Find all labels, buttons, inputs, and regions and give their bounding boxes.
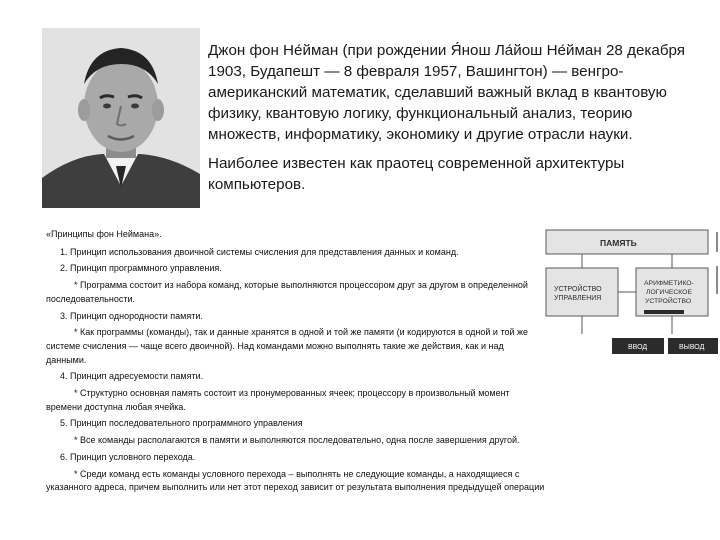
output-label: ВЫВОД xyxy=(679,344,705,351)
alu-label-3: УСТРОЙСТВО xyxy=(645,298,692,305)
control-unit-label-2: УПРАВЛЕНИЯ xyxy=(554,295,602,302)
architecture-diagram xyxy=(540,224,720,364)
bio-paragraph-2: Наиболее известен как праотец современной архитектуры компьютеров. xyxy=(208,155,625,193)
control-unit-label-1: УСТРОЙСТВО xyxy=(554,286,602,293)
principle-item: 3. Принцип однородности памяти. xyxy=(60,310,203,321)
principle-item: 4. Принцип адресуемости памяти. xyxy=(60,371,204,382)
principles-section xyxy=(46,228,546,495)
portrait-photo xyxy=(42,28,200,208)
principle-item: 5. Принцип последовательного программного управления xyxy=(60,418,303,429)
bio-paragraph-1: Джон фон Не́йман (при рождении Я́нош Ла́йош Не́йман 28 декабря 1903, Будапешт — 8 февраля 1957, Вашингтон) — венгро-американский математик, сделавший важный вклад в квантовую физику, квантовую логику, функциональный анализ, теорию множеств, информатику, экономику и другие отрасли науки. xyxy=(208,42,686,143)
principle-item: 1. Принцип использования двоичной системы счисления для представления данных и команд. xyxy=(60,246,459,257)
principle-description: * Как программы (команды), так и данные хранятся в одной и той же памяти (и кодируются в одной и той же системе счисления — чаще всего двоичной). Над командами можно выполнять такие же действия, как и над данными. xyxy=(46,327,529,365)
principle-description: * Структурно основная память состоит из пронумерованных ячеек; процессору в произвольный момент времени доступна любая ячейка. xyxy=(46,388,510,412)
principle-description: * Все команды располагаются в памяти и выполняются последовательно, одна после завершения другой. xyxy=(74,435,520,446)
principle-item: 6. Принцип условного перехода. xyxy=(60,451,196,462)
principles-title: «Принципы фон Неймана». xyxy=(46,229,162,239)
memory-label: ПАМЯТЬ xyxy=(600,238,637,248)
register-block xyxy=(644,310,684,314)
biography xyxy=(208,40,688,195)
alu-label-2: ЛОГИЧЕСКОЕ xyxy=(646,289,692,296)
principle-description: * Среди команд есть команды условного перехода – выполнять не следующие команды, а находящиеся с указанного адреса, причем выполнить или нет этот переход зависит от результата выполнения предыдущей операции xyxy=(46,468,545,493)
input-label: ВВОД xyxy=(628,344,648,351)
alu-label-1: АРИФМЕТИКО- xyxy=(644,280,694,287)
portrait-illustration xyxy=(42,28,200,208)
principle-item: 2. Принцип программного управления. xyxy=(60,263,222,274)
principle-description: * Программа состоит из набора команд, которые выполняются процессором друг за другом в определенной последовательности. xyxy=(46,280,528,304)
